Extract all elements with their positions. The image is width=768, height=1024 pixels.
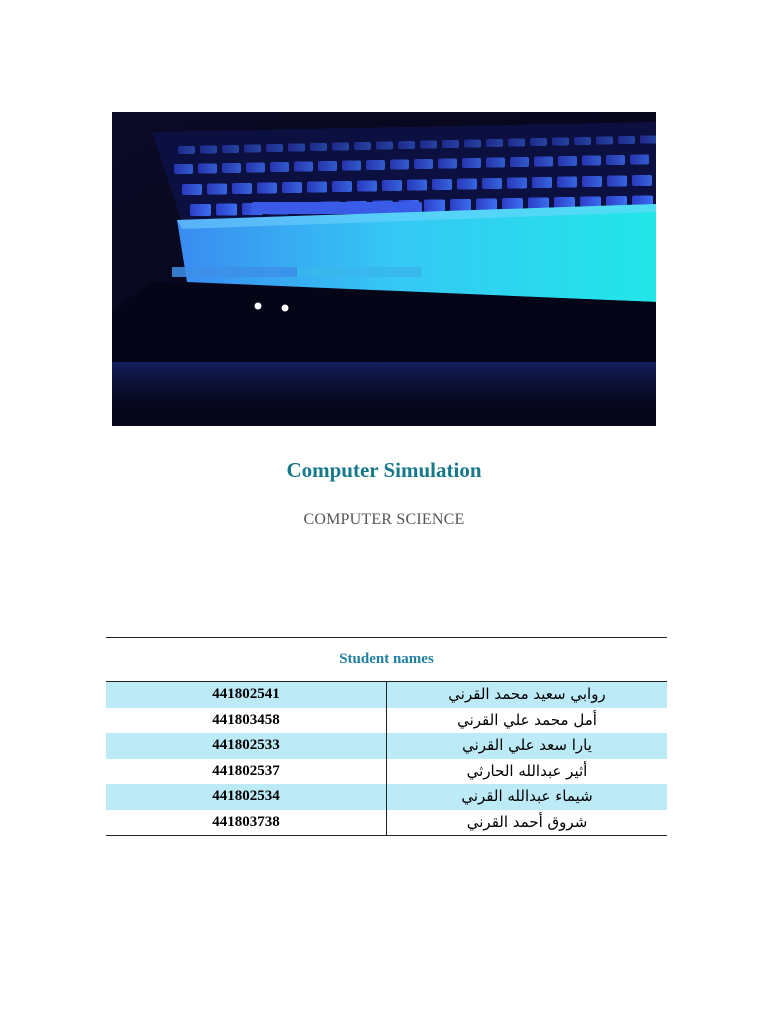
table-body bbox=[106, 682, 667, 835]
student-name-cell: أمل محمد علي القرني bbox=[457, 710, 597, 729]
student-id-cell: 441802541 bbox=[106, 682, 387, 708]
cover-image bbox=[112, 112, 656, 426]
table-row bbox=[106, 810, 667, 836]
table-row bbox=[106, 682, 667, 708]
student-id-cell: 441802537 bbox=[106, 759, 387, 785]
table-row bbox=[106, 759, 667, 785]
document-title: Computer Simulation bbox=[286, 458, 482, 482]
student-name-cell: أثير عبدالله الحارثي bbox=[466, 761, 588, 780]
student-id-cell: 441803458 bbox=[106, 708, 387, 734]
table-row bbox=[106, 733, 667, 759]
student-name-cell: يارا سعد علي القرني bbox=[462, 736, 592, 754]
student-id-cell: 441802534 bbox=[106, 784, 387, 810]
student-name-cell: شروق أحمد القرني bbox=[466, 812, 588, 831]
table-header: Student names bbox=[106, 638, 667, 682]
students-table bbox=[106, 637, 667, 836]
table-row bbox=[106, 784, 667, 810]
table-row bbox=[106, 708, 667, 734]
laptop-keyboard-photo-icon bbox=[112, 112, 656, 426]
document-subtitle: COMPUTER SCIENCE bbox=[303, 511, 465, 528]
student-name-cell: روابي سعيد محمد القرني bbox=[448, 685, 606, 703]
student-name-cell: شيماء عبدالله القرني bbox=[461, 787, 593, 805]
student-id-cell: 441802533 bbox=[106, 733, 387, 759]
student-id-cell: 441803738 bbox=[106, 810, 387, 836]
